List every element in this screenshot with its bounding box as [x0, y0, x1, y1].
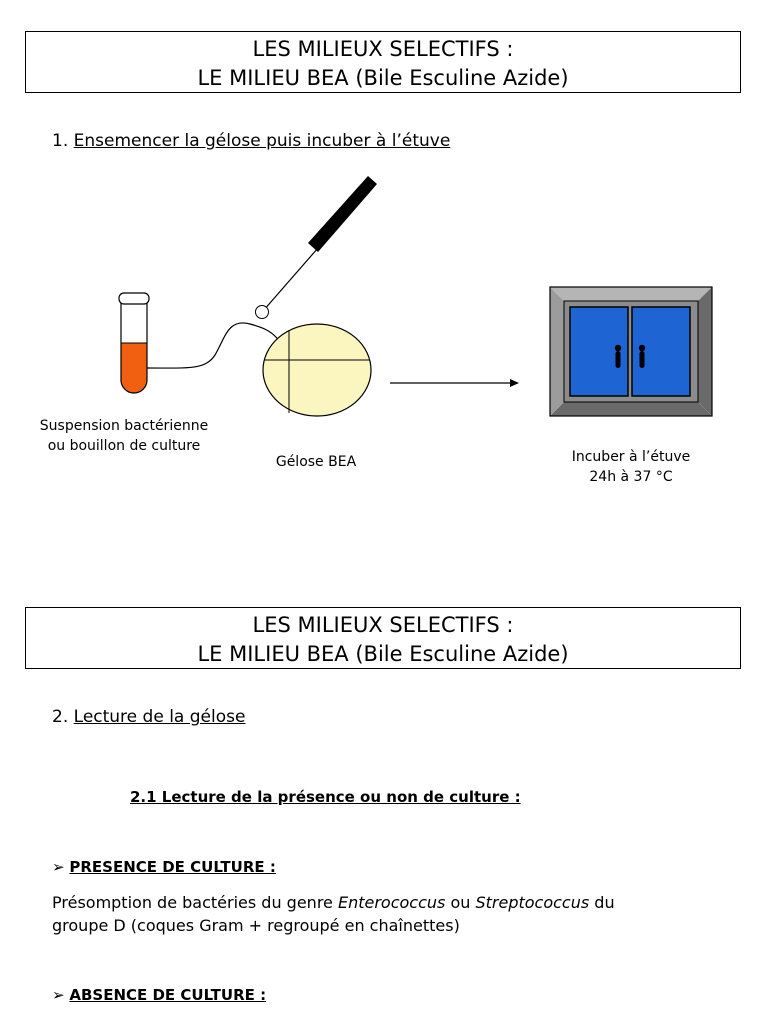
right-handle-icon: [639, 345, 645, 368]
slide2-title-box: [25, 607, 741, 669]
presence-heading-text: PRESENCE DE CULTURE :: [69, 858, 276, 876]
transfer-arrow: [147, 323, 280, 368]
plate-label: Gélose BEA: [275, 454, 357, 470]
slide1-title-line1: LES MILIEUX SELECTIFS :: [252, 37, 514, 61]
loop-tip: [256, 306, 269, 319]
broth-fill: [121, 343, 147, 393]
slide2-title-line1: LES MILIEUX SELECTIFS :: [252, 613, 514, 637]
presence-line1: [52, 891, 615, 914]
step-number: 1.: [52, 131, 69, 151]
bullet-arrow-icon: ➢: [52, 858, 65, 876]
step-text: Ensemencer la gélose puis incuber à l’étuve: [73, 131, 451, 151]
incubator-icon: [550, 287, 712, 416]
slide2-title-line2: LE MILIEU BEA (Bile Esculine Azide): [197, 642, 569, 666]
left-handle-icon: [615, 345, 621, 368]
test-tube-icon: [119, 293, 149, 393]
oven-label-line1: Incuber à l’étuve: [571, 449, 691, 465]
genus-streptococcus: Streptococcus: [475, 893, 590, 912]
absence-heading: [52, 986, 266, 1004]
agar-plate-icon: [263, 324, 371, 416]
presence-text-a: Présomption de bactéries du genre: [52, 893, 338, 912]
bullet-arrow-icon: ➢: [52, 986, 65, 1004]
presence-description: [52, 891, 615, 937]
presence-line2: groupe D (coques Gram + regroupé en chaînettes): [52, 916, 460, 935]
slide1-title-line2: LE MILIEU BEA (Bile Esculine Azide): [197, 66, 569, 90]
loop-wire: [263, 248, 318, 311]
oven-label-line2: 24h à 37 °C: [589, 469, 673, 485]
slide2-step-heading: [52, 707, 245, 727]
tube-label-line1: Suspension bactérienne: [39, 418, 209, 434]
tube-label-line2: ou bouillon de culture: [47, 438, 201, 454]
tube-label: [24, 416, 224, 456]
step-number: 2.: [52, 707, 69, 727]
slide1-step-heading: [52, 131, 450, 151]
presence-heading: [52, 858, 276, 876]
subheading: 2.1 Lecture de la présence ou non de culture :: [130, 788, 521, 806]
loop-handle: [308, 176, 377, 252]
presence-text-b: ou: [445, 893, 476, 912]
oven-label: [551, 447, 711, 487]
slide1-title-box: [25, 31, 741, 93]
presence-text-c: du: [589, 893, 615, 912]
incubate-arrowhead: [510, 379, 519, 387]
absence-heading-text: ABSENCE DE CULTURE :: [69, 986, 267, 1004]
step-text: Lecture de la gélose: [73, 707, 246, 727]
genus-enterococcus: Enterococcus: [337, 893, 446, 912]
